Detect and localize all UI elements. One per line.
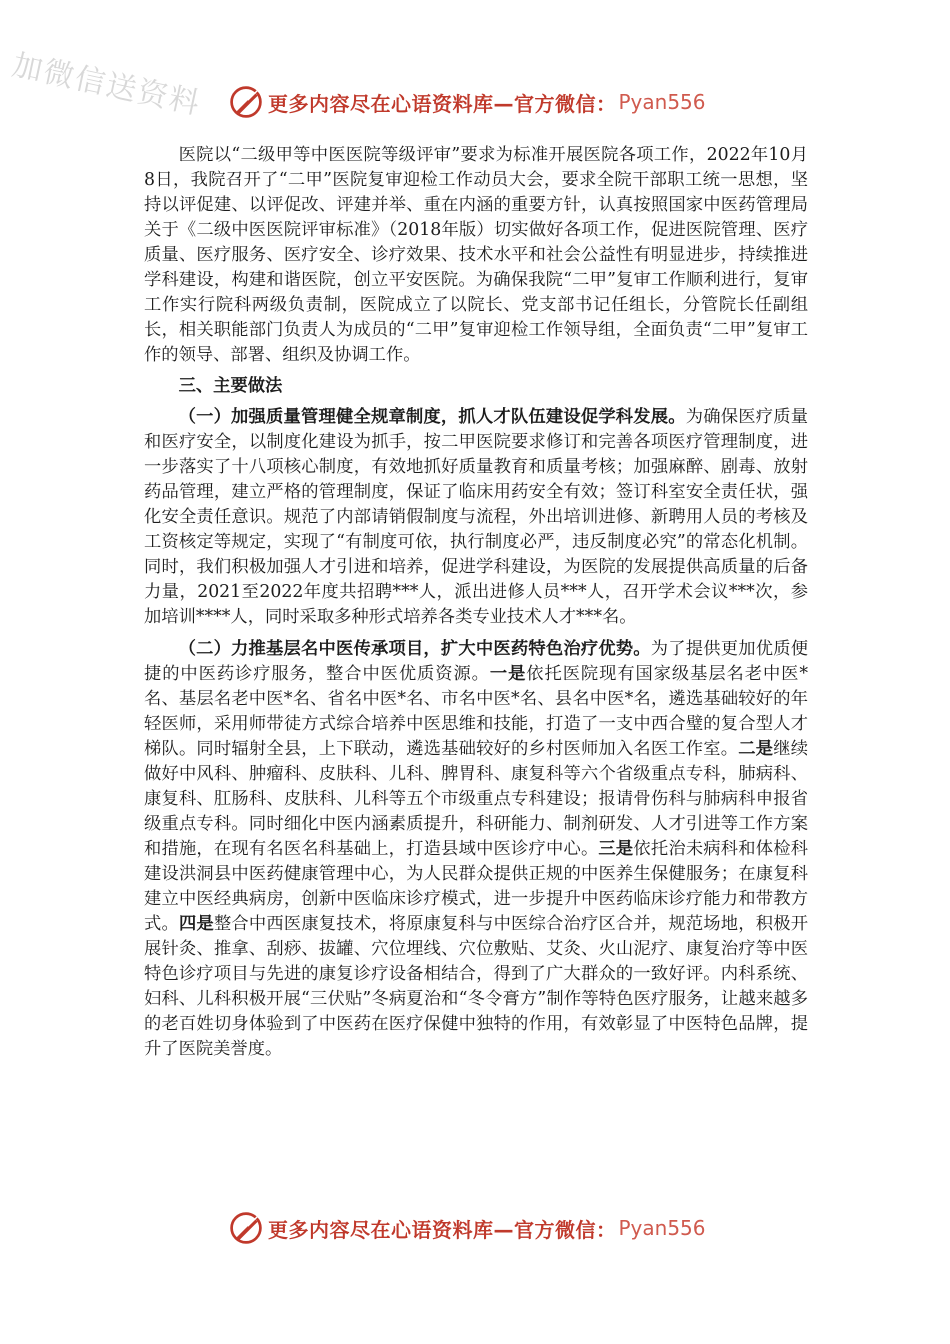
keyword-first: 一是 (489, 664, 527, 684)
section-2-point-1: 依托医院现有国家级基层名老中医*名、基层名老中医*名、省名中医*名、市名中医*名、县名中医*名，遴选基础较好的年轻医师，采用师带徒方式综合培养中医思维和技能，打造了一支中西合璧的复合型人才梯队。同时辐射全县，上下联动，遴选基础较好的乡村医师加入名医工作室。 (144, 664, 808, 759)
banner-wechat-id: Pyan556 (618, 1216, 706, 1240)
section-1-title: （一）加强质量管理健全规章制度，抓人才队伍建设促学科发展。 (178, 407, 686, 427)
document-body (144, 143, 808, 1062)
paragraph-section-1 (144, 405, 808, 630)
keyword-second: 二是 (738, 739, 774, 759)
paragraph-intro: 医院以“二级甲等中医医院等级评审”要求为标准开展医院各项工作，2022年10月8日，我院召开了“二甲”医院复审迎检工作动员大会，要求全院干部职工统一思想，坚持以评促建、以评促改、评建并举、重在内涵的重要方针，认真按照国家中医药管理局关于《二级中医医院评审标准》（2018年版）切实做好各项工作，促进医院管理、医疗质量、医疗服务、医疗安全、诊疗效果、技术水平和社会公益性有明显进步，持续推进学科建设，构建和谐医院，创立平安医院。为确保我院“二甲”复审工作顺利进行，复审工作实行院科两级负责制，医院成立了以院长、党支部书记任组长，分管院长任副组长，相关职能部门负责人为成员的“二甲”复审迎检工作领导组，全面负责“二甲”复审工作的领导、部署、组织及协调工作。 (144, 145, 808, 365)
footer-banner (228, 1208, 728, 1248)
banner-text: 更多内容尽在心语资料库—官方微信： (268, 1217, 617, 1242)
keyword-fourth: 四是 (178, 914, 214, 934)
banner-wechat-id: Pyan556 (618, 90, 706, 114)
pen-logo-icon (228, 84, 264, 120)
keyword-third: 三是 (598, 839, 634, 859)
section-2-title: （二）力推基层名中医传承项目，扩大中医药特色治疗优势。 (178, 639, 651, 659)
header-banner (228, 82, 728, 122)
section-1-body: 为确保医疗质量和医疗安全，以制度化建设为抓手，按二甲医院要求修订和完善各项医疗管理制度，进一步落实了十八项核心制度，有效地抓好质量教育和质量考核；加强麻醉、剧毒、放射药品管理，建立严格的管理制度，保证了临床用药安全有效；签订科室安全责任状，强化安全责任意识。规范了内部请销假制度与流程，外出培训进修、新聘用人员的考核及工资核定等规定，实现了“有制度可依，执行制度必严，违反制度必究”的常态化机制。同时，我们积极加强人才引进和培养，促进学科建设，为医院的发展提供高质量的后备力量，2021至2022年度共招聘***人，派出进修人员***人，召开学术会议***次，参加培训****人，同时采取多种形式培养各类专业技术人才***名。 (144, 407, 808, 627)
section-2-point-4: 整合中西医康复技术，将原康复科与中医综合治疗区合并，规范场地，积极开展针灸、推拿、刮痧、拔罐、穴位埋线、穴位敷贴、艾灸、火山泥疗、康复治疗等中医特色诊疗项目与先进的康复诊疗设备相结合，得到了广大群众的一致好评。内科系统、妇科、儿科积极开展“三伏贴”冬病夏治和“冬令膏方”制作等特色医疗服务，让越来越多的老百姓切身体验到了中医药在医疗保健中独特的作用，有效彰显了中医特色品牌，提升了医院美誉度。 (144, 914, 808, 1059)
section-2-point-2: 继续做好中风科、肿瘤科、皮肤科、儿科、脾胃科、康复科等六个省级重点专科，肺病科、康复科、肛肠科、皮肤科、儿科等五个市级重点专科建设；报请骨伤科与肺病科申报省级重点专科。同时细化中医内涵素质提升，科研能力、制剂研发、人才引进等工作方案和措施，在现有名医名科基础上，打造县域中医诊疗中心。 (144, 739, 808, 859)
section-2-point-3: 依托治未病科和体检科建设洪洞县中医药健康管理中心，为人民群众提供正规的中医养生保健服务；在康复科建立中医经典病房，创新中医临床诊疗模式，进一步提升中医药临床诊疗能力和带教方式。 (144, 839, 808, 934)
paragraph-section-2 (144, 637, 808, 1062)
banner-text: 更多内容尽在心语资料库—官方微信： (268, 91, 617, 116)
section-heading: 三、主要做法 (178, 376, 283, 396)
section-2-intro: 为了提供更加优质便捷的中医药诊疗服务，整合中医优质资源。 (144, 639, 808, 684)
pen-logo-icon (228, 1210, 264, 1246)
watermark-text: 加微信送资料 (9, 47, 205, 122)
